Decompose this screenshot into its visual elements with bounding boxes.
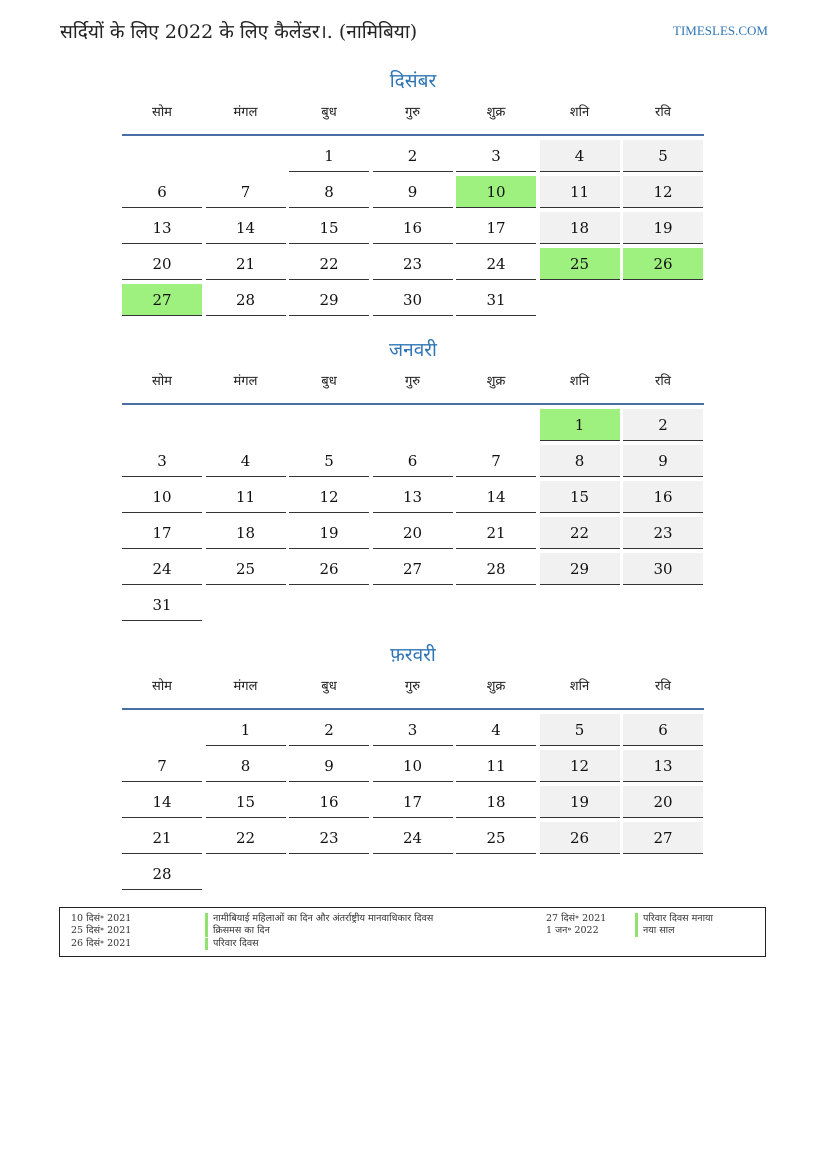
day-cell: 8 — [206, 750, 286, 782]
day-cell: 16 — [623, 481, 703, 513]
day-cell: 29 — [289, 284, 369, 316]
day-cell: 13 — [122, 212, 202, 244]
weekday-header — [122, 365, 704, 405]
legend-holiday-name: परिवार दिवस मनाया — [635, 913, 713, 925]
day-cell: 2 — [289, 714, 369, 746]
legend-holiday-name: नया साल — [635, 925, 675, 937]
day-cell: 27 — [623, 822, 703, 854]
day-cell: 26 — [540, 822, 620, 854]
day-cell: 3 — [373, 714, 453, 746]
day-cell: 4 — [540, 140, 620, 172]
legend-date: 25 दिसं॰ 2021 — [71, 925, 132, 936]
month-title: दिसंबर — [389, 70, 437, 92]
day-cell: 5 — [623, 140, 703, 172]
day-cell: 21 — [122, 822, 202, 854]
day-cell: 22 — [540, 517, 620, 549]
day-cell: 2 — [623, 409, 703, 441]
day-cell: 24 — [456, 248, 536, 280]
month-february — [122, 640, 704, 890]
page-title: सर्दियों के लिए 2022 के लिए कैलेंडर।. (नामिबिया) — [60, 21, 418, 43]
weekday-label: सोम — [152, 374, 172, 389]
day-cell: 19 — [289, 517, 369, 549]
empty-cell — [122, 409, 202, 441]
day-cell: 7 — [122, 750, 202, 782]
day-cell: 22 — [289, 248, 369, 280]
day-cell: 25 — [206, 553, 286, 585]
day-cell: 23 — [623, 517, 703, 549]
day-cell: 20 — [373, 517, 453, 549]
weekday-label: रवि — [655, 374, 671, 389]
day-cell: 4 — [206, 445, 286, 477]
day-cell: 1 — [289, 140, 369, 172]
weekday-label: बुध — [321, 374, 337, 389]
day-cell: 28 — [456, 553, 536, 585]
legend-holiday-name: परिवार दिवस — [205, 938, 259, 950]
day-cell: 13 — [373, 481, 453, 513]
day-cell: 20 — [122, 248, 202, 280]
legend-date: 10 दिसं॰ 2021 — [71, 913, 132, 924]
empty-cell — [206, 409, 286, 441]
weekday-label: शुक्र — [486, 105, 506, 120]
weekday-label: मंगल — [233, 374, 258, 389]
weekday-label: रवि — [655, 105, 671, 120]
day-cell: 30 — [623, 553, 703, 585]
legend-date: 27 दिसं॰ 2021 — [546, 913, 607, 924]
day-cell: 1 — [206, 714, 286, 746]
empty-cell — [456, 409, 536, 441]
day-grid — [122, 405, 704, 621]
day-cell: 18 — [206, 517, 286, 549]
day-cell: 7 — [456, 445, 536, 477]
day-cell: 4 — [456, 714, 536, 746]
weekday-label: रवि — [655, 679, 671, 694]
day-cell: 26 — [623, 248, 703, 280]
day-cell: 8 — [289, 176, 369, 208]
day-cell: 19 — [623, 212, 703, 244]
day-cell: 3 — [122, 445, 202, 477]
day-cell: 5 — [289, 445, 369, 477]
day-cell: 26 — [289, 553, 369, 585]
month-january — [122, 335, 704, 621]
day-cell: 30 — [373, 284, 453, 316]
site-link[interactable]: TIMESLES.COM — [673, 23, 768, 38]
legend-date: 26 दिसं॰ 2021 — [71, 938, 132, 949]
day-cell: 25 — [540, 248, 620, 280]
weekday-label: गुरु — [404, 105, 421, 120]
day-cell: 8 — [540, 445, 620, 477]
day-cell: 9 — [373, 176, 453, 208]
empty-cell — [206, 140, 286, 172]
day-cell: 27 — [122, 284, 202, 316]
day-cell: 9 — [289, 750, 369, 782]
day-cell: 14 — [456, 481, 536, 513]
day-cell: 7 — [206, 176, 286, 208]
weekday-label: शनि — [569, 374, 590, 389]
day-cell: 15 — [540, 481, 620, 513]
day-cell: 14 — [122, 786, 202, 818]
weekday-header — [122, 670, 704, 710]
empty-cell — [122, 140, 202, 172]
day-cell: 14 — [206, 212, 286, 244]
weekday-label: मंगल — [233, 105, 258, 120]
day-cell: 16 — [373, 212, 453, 244]
weekday-label: बुध — [321, 105, 337, 120]
day-cell: 15 — [206, 786, 286, 818]
day-cell: 16 — [289, 786, 369, 818]
day-cell: 31 — [456, 284, 536, 316]
holiday-legend — [59, 907, 766, 957]
day-cell: 10 — [122, 481, 202, 513]
weekday-label: शुक्र — [486, 374, 506, 389]
empty-cell — [373, 409, 453, 441]
day-cell: 11 — [206, 481, 286, 513]
day-cell: 20 — [623, 786, 703, 818]
day-cell: 25 — [456, 822, 536, 854]
day-cell: 10 — [373, 750, 453, 782]
day-grid — [122, 136, 704, 316]
weekday-label: शुक्र — [486, 679, 506, 694]
weekday-label: मंगल — [233, 679, 258, 694]
day-cell: 31 — [122, 589, 202, 621]
weekday-label: शनि — [569, 679, 590, 694]
legend-date: 1 जन॰ 2022 — [546, 925, 599, 936]
weekday-label: गुरु — [404, 679, 421, 694]
day-cell: 19 — [540, 786, 620, 818]
day-cell: 24 — [122, 553, 202, 585]
day-cell: 18 — [456, 786, 536, 818]
weekday-label: बुध — [321, 679, 337, 694]
legend-holiday-name: क्रिसमस का दिन — [205, 925, 270, 937]
day-cell: 2 — [373, 140, 453, 172]
day-cell: 12 — [540, 750, 620, 782]
day-cell: 6 — [122, 176, 202, 208]
day-cell: 29 — [540, 553, 620, 585]
day-cell: 10 — [456, 176, 536, 208]
month-title: जनवरी — [389, 339, 437, 361]
day-cell: 24 — [373, 822, 453, 854]
day-grid — [122, 710, 704, 890]
weekday-label: सोम — [152, 679, 172, 694]
day-cell: 11 — [540, 176, 620, 208]
weekday-label: गुरु — [404, 374, 421, 389]
day-cell: 17 — [122, 517, 202, 549]
day-cell: 17 — [373, 786, 453, 818]
day-cell: 28 — [122, 858, 202, 890]
legend-holiday-name: नामीबियाई महिलाओं का दिन और अंतर्राष्ट्रीय मानवाधिकार दिवस — [205, 913, 433, 925]
day-cell: 22 — [206, 822, 286, 854]
weekday-header — [122, 96, 704, 136]
weekday-label: शनि — [569, 105, 590, 120]
day-cell: 23 — [289, 822, 369, 854]
day-cell: 1 — [540, 409, 620, 441]
weekday-label: सोम — [152, 105, 172, 120]
day-cell: 18 — [540, 212, 620, 244]
day-cell: 28 — [206, 284, 286, 316]
day-cell: 17 — [456, 212, 536, 244]
day-cell: 21 — [206, 248, 286, 280]
empty-cell — [122, 714, 202, 746]
day-cell: 23 — [373, 248, 453, 280]
day-cell: 11 — [456, 750, 536, 782]
day-cell: 27 — [373, 553, 453, 585]
day-cell: 3 — [456, 140, 536, 172]
day-cell: 5 — [540, 714, 620, 746]
day-cell: 15 — [289, 212, 369, 244]
month-december — [122, 66, 704, 316]
day-cell: 12 — [623, 176, 703, 208]
day-cell: 6 — [373, 445, 453, 477]
day-cell: 13 — [623, 750, 703, 782]
month-title: फ़रवरी — [390, 644, 436, 666]
day-cell: 6 — [623, 714, 703, 746]
day-cell: 9 — [623, 445, 703, 477]
empty-cell — [289, 409, 369, 441]
day-cell: 12 — [289, 481, 369, 513]
day-cell: 21 — [456, 517, 536, 549]
